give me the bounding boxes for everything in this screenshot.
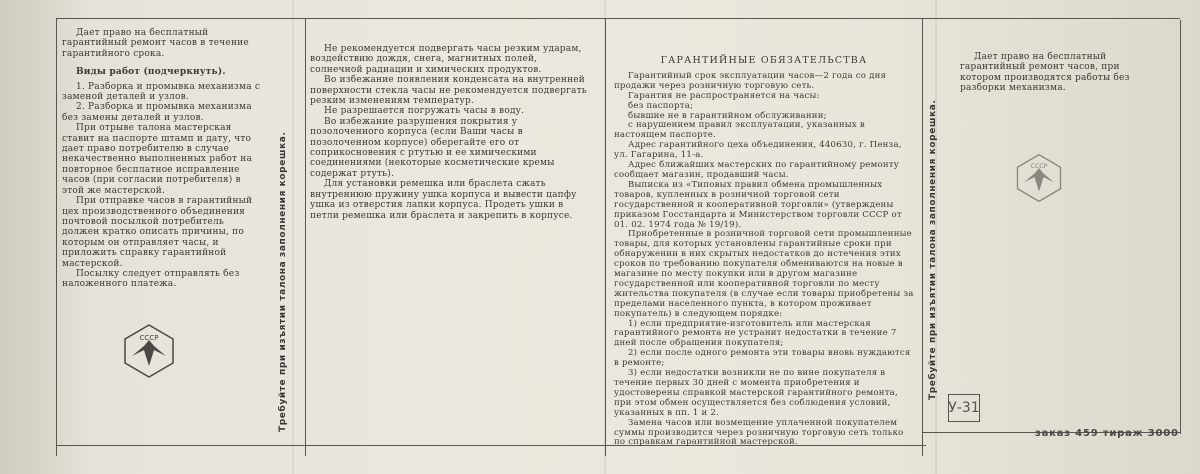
ussr-quality-mark-icon [1013, 152, 1065, 204]
border-line [305, 18, 306, 456]
far-right-intro: Дает право на бесплатный гарантийный ремонт часов, при котором производятся работы без разборки механизма. [960, 52, 1130, 94]
warranty-p2: Гарантия не распространяется на часы: [628, 90, 820, 101]
left-vertical-note: Требуйте при изъятии талона заполнения корешка. [278, 131, 288, 432]
work-types-title: Виды работ (подчеркнуть). [76, 67, 226, 78]
border-line [922, 18, 923, 456]
warranty-p5: с нарушением правил эксплуатации, указанных в настоящем паспорте. [614, 120, 865, 141]
left-paragraph-1: При отрыве талона мастерская ставит на паспорте штамп и дату, что дает право потребителю в случае некачественно выполненных работ на повторное бесплатное исправление часов (при согласии потребителя) в этой же мастерской. [62, 123, 253, 196]
middle-p1: Не рекомендуется подвергать часы резким ударам, воздействию дождя, снега, магнитных полей, солнечной радиации и химических продуктов. [310, 44, 582, 75]
warranty-heading: ГАРАНТИЙНЫЕ ОБЯЗАТЕЛЬСТВА [660, 55, 868, 66]
warranty-p3: без паспорта; [628, 100, 694, 111]
middle-p5: Для установки ремешка или браслета сжать внутреннюю пружину ушка корпуса и вывести цапфу ушка из отверстия лапки корпуса. Продеть ушки в петли ремешка или браслета и закрепить в корпусе. [310, 179, 577, 221]
work-item-1: 1. Разборка и промывка механизма с заменой деталей и узлов. [62, 81, 261, 103]
border-line [1180, 20, 1181, 434]
middle-p3: Не разрешается погружать часы в воду. [324, 106, 525, 117]
warranty-p13: Замена часов или возмещение уплаченной покупателем суммы производится через розничную торговую сеть только по справкам гарантийной мастерской. [614, 417, 904, 448]
warranty-p1: Гарантийный срок эксплуатации часов—2 года со дня продажи через розничную торговую сеть. [614, 70, 887, 91]
warranty-p10: 1) если предприятие-изготовитель или мастерская гарантийного ремонта не устранит недостатки в течение 7 дней после обращения покупателя; [614, 318, 897, 349]
left-panel [62, 28, 262, 290]
warranty-p11: 2) если после одного ремонта эти товары вновь нуждаются в ремонте; [614, 348, 911, 369]
left-paragraph-2: При отправке часов в гарантийный цех производственного объединения почтовой посылкой потребитель должен кратко описать причины, по которым он отправляет часы, и приложить справку гарантийной мастерской. [62, 196, 253, 269]
fold-line [292, 0, 294, 474]
warranty-p12: 3) если недостатки возникли не по вине покупателя в течение первых 30 дней с момента приобретения и удостоверены справкой мастерской гарантийного ремонта, при этом обмен осуществляется без соблюдения условий, указанных в пп. 1 и 2. [614, 368, 898, 418]
border-line [56, 18, 1180, 19]
left-intro: Дает право на бесплатный гарантийный ремонт часов в течение гарантийного срока. [62, 28, 249, 59]
border-line [56, 18, 57, 456]
warranty-p7: Адрес ближайших мастерских по гарантийному ремонту сообщает магазин, продавший часы. [614, 160, 899, 180]
logo-text: СССР [1030, 163, 1048, 171]
ussr-quality-mark-icon [120, 322, 178, 380]
middle-panel [310, 44, 592, 221]
far-right-panel [960, 52, 1160, 94]
right-vertical-note: Требуйте при изъятии талона заполнения корешка. [928, 99, 938, 400]
border-line [605, 18, 606, 456]
warranty-p4: бывшие не в гарантийном обслуживании; [628, 110, 827, 121]
middle-p2: Во избежание появления конденсата на внутренней поверхности стекла часы не рекомендуется подвергать резким изменениям температур. [310, 75, 587, 107]
work-item-2: 2. Разборка и промывка механизма без замены деталей и узлов. [62, 102, 252, 123]
warranty-p6: Адрес гарантийного цеха объединения, 440630, г. Пенза, ул. Гагарина, 11-а. [614, 140, 902, 161]
stamp-box: У-31 [948, 394, 980, 422]
middle-p4: Во избежание разрушения покрытия у позолоченного корпуса (если Ваши часы в позолоченном корпусе) оберегайте его от соприкосновения с ртутью и ее химическими соединениями (некоторые косметические кремы содержат ртуть). [310, 116, 555, 179]
warranty-panel [614, 56, 914, 448]
warranty-p9: Приобретенные в розничной торговой сети промышленные товары, для которых установлены гарантийные сроки при обнаружении в них скрытых недостатков до истечения этих сроков по требованию покупателя обмениваются на новые в магазине по месту покупки или в другом магазине государственной или кооперативной торговли по месту жительства покупателя (в случае если товары приобретены за пределами населенного пункта, в котором проживает покупатель) в следующем порядке: [614, 229, 914, 319]
left-paragraph-3: Посылку следует отправлять без наложенного платежа. [62, 268, 240, 290]
warranty-p8: Выписка из «Типовых правил обмена промышленных товаров, купленных в розничной торговой сети государственной и кооперативной торговли» (утверждены приказом Госстандарта и Министерством торговли СССР от 01. 02. 1974 года № 19/19). [614, 179, 902, 230]
print-order-footer: заказ 459 тираж 3000 [1035, 428, 1179, 439]
logo-text: СССР [139, 334, 159, 342]
